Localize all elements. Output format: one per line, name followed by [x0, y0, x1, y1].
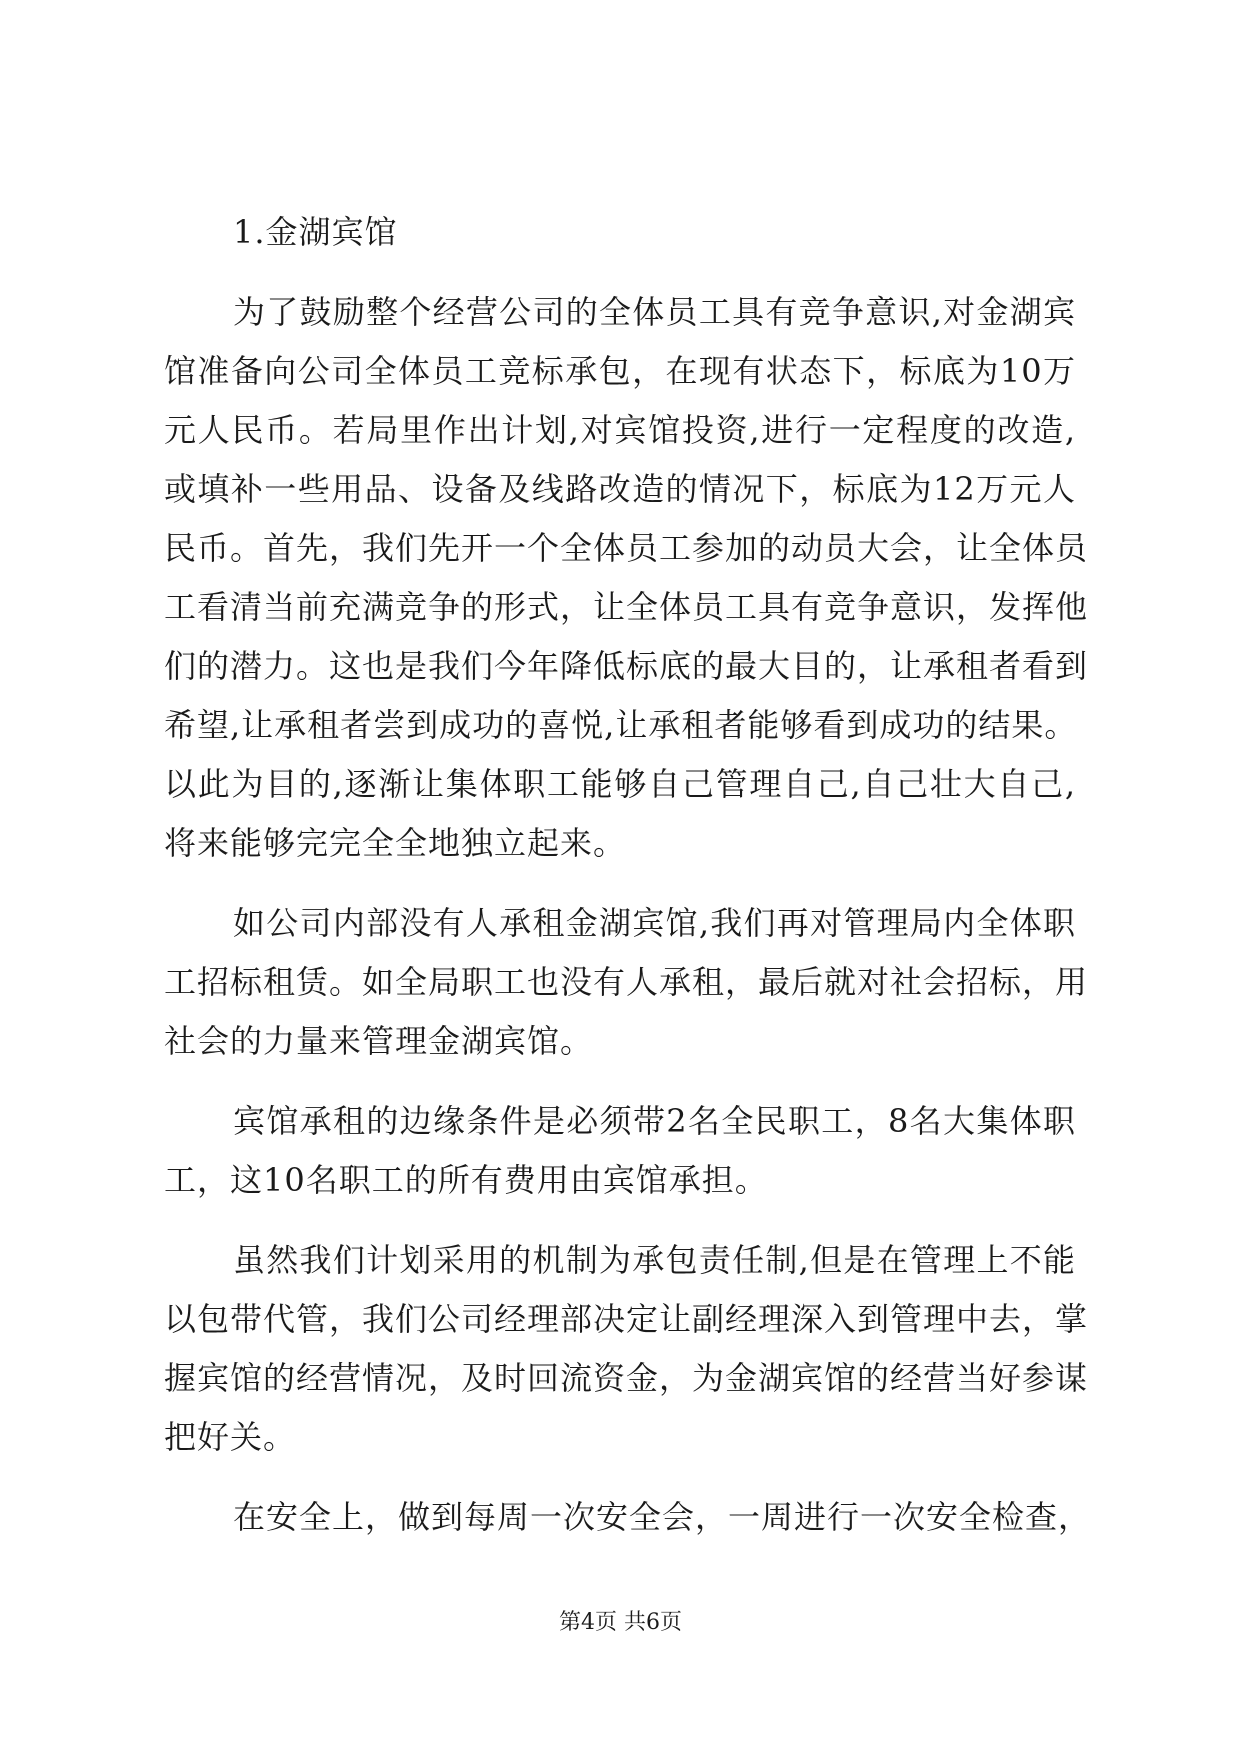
text-line: 希望,让承租者尝到成功的喜悦,让承租者能够看到成功的结果。 — [164, 706, 1078, 744]
paragraph-4-line-2 — [0, 1289, 1241, 1349]
paragraph-3-line-2 — [0, 1150, 1241, 1210]
paragraph-1-line-3 — [0, 400, 1241, 460]
text-line: 宾馆承租的边缘条件是必须带2名全民职工，8名大集体职 — [233, 1102, 1076, 1140]
paragraph-4-line-3 — [0, 1348, 1241, 1408]
paragraph-4-line-4 — [0, 1407, 1241, 1467]
text-line: 将来能够完完全全地独立起来。 — [164, 824, 627, 862]
paragraph-2-line-1 — [0, 893, 1241, 953]
text-line: 以此为目的,逐渐让集体职工能够自己管理自己,自己壮大自己, — [164, 765, 1076, 803]
text-line: 把好关。 — [164, 1418, 297, 1456]
paragraph-1-line-6 — [0, 577, 1241, 637]
paragraph-3-line-1 — [0, 1091, 1241, 1151]
paragraph-2-line-3 — [0, 1011, 1241, 1071]
paragraph-1-line-10 — [0, 813, 1241, 873]
text-line: 社会的力量来管理金湖宾馆。 — [164, 1022, 594, 1060]
paragraph-1-line-9 — [0, 754, 1241, 814]
text-line: 以包带代管，我们公司经理部决定让副经理深入到管理中去，掌 — [164, 1300, 1089, 1338]
text-line: 为了鼓励整个经营公司的全体员工具有竞争意识,对金湖宾 — [233, 293, 1076, 331]
text-line: 在安全上，做到每周一次安全会，一周进行一次安全检查， — [233, 1498, 1092, 1536]
text-line: 工招标租赁。如全局职工也没有人承租，最后就对社会招标，用 — [164, 963, 1089, 1001]
paragraph-1-line-4 — [0, 459, 1241, 519]
paragraph-1-line-2 — [0, 341, 1241, 401]
paragraph-1-line-1 — [0, 282, 1241, 342]
paragraph-2-line-2 — [0, 952, 1241, 1012]
text-line: 们的潜力。这也是我们今年降低标底的最大目的，让承租者看到 — [164, 647, 1089, 685]
paragraph-5-line-1 — [0, 1487, 1241, 1547]
paragraph-1-line-5 — [0, 518, 1241, 578]
text-line: 工，这10名职工的所有费用由宾馆承担。 — [164, 1161, 768, 1199]
text-line: 虽然我们计划采用的机制为承包责任制,但是在管理上不能 — [233, 1241, 1076, 1279]
text-line: 或填补一些用品、设备及线路改造的情况下，标底为12万元人 — [164, 470, 1076, 508]
text-line: 民币。首先，我们先开一个全体员工参加的动员大会，让全体员 — [164, 529, 1089, 567]
text-line: 工看清当前充满竞争的形式，让全体员工具有竞争意识，发挥他 — [164, 588, 1089, 626]
paragraph-4-line-1 — [0, 1230, 1241, 1290]
text-line: 馆准备向公司全体员工竞标承包，在现有状态下，标底为10万 — [164, 352, 1076, 390]
text-line: 握宾馆的经营情况，及时回流资金，为金湖宾馆的经营当好参谋 — [164, 1359, 1089, 1397]
section-heading: 1.金湖宾馆 — [233, 213, 398, 251]
page-number-footer: 第4页 共6页 — [559, 1610, 682, 1635]
text-line: 元人民币。若局里作出计划,对宾馆投资,进行一定程度的改造, — [164, 411, 1076, 449]
paragraph-1-line-7 — [0, 636, 1241, 696]
section-heading-line — [0, 202, 1241, 262]
text-line: 如公司内部没有人承租金湖宾馆,我们再对管理局内全体职 — [233, 904, 1076, 942]
paragraph-1-line-8 — [0, 695, 1241, 755]
